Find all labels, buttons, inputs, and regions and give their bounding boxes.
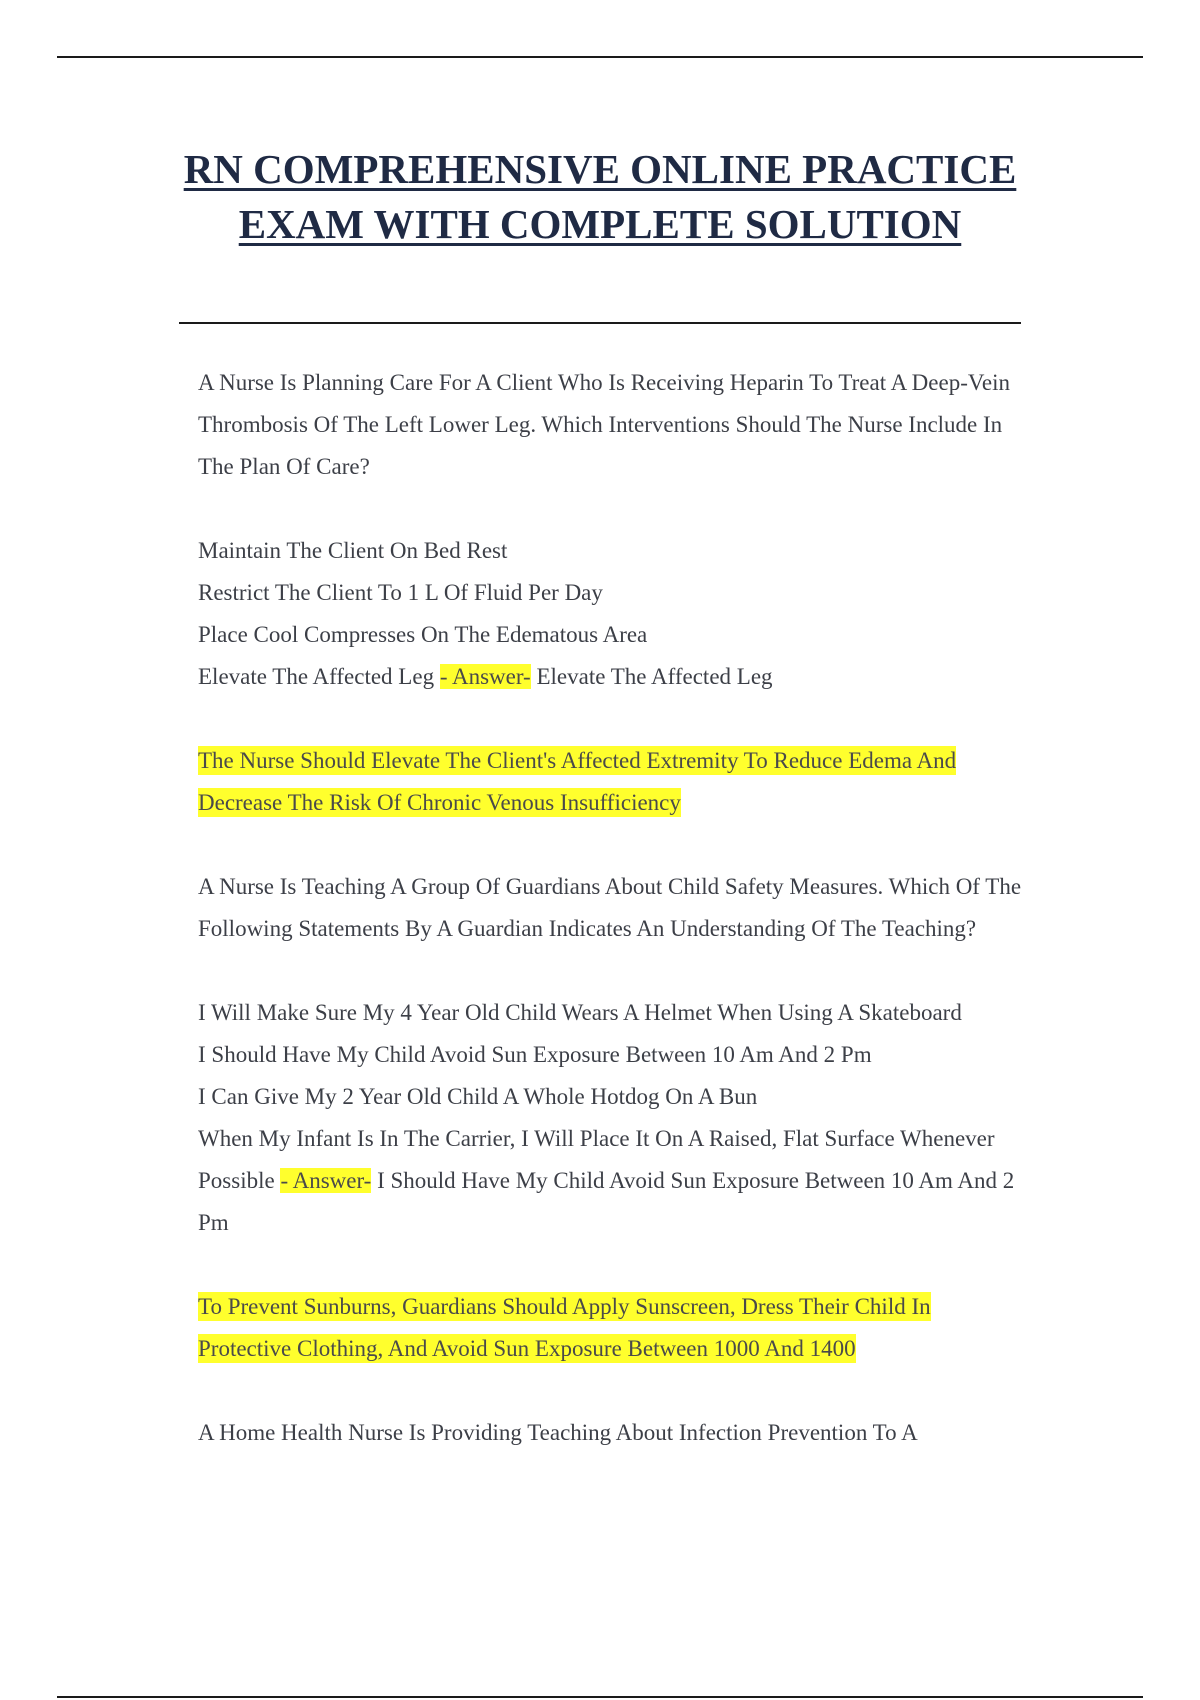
document-body: [198, 362, 1028, 1454]
rationale: [198, 740, 1028, 824]
title-rule: [179, 322, 1021, 324]
title-line-1: RN COMPREHENSIVE ONLINE PRACTICE: [183, 146, 1017, 192]
answer-option: Elevate The Affected Leg: [198, 664, 435, 689]
answer-option: When My Infant Is In The Carrier, I Will Place It On A Raised, Flat Surface Whenever Possible: [198, 1126, 995, 1193]
answer-option: I Can Give My 2 Year Old Child A Whole Hotdog On A Bun: [198, 1084, 758, 1109]
rationale: [198, 1286, 1028, 1370]
top-rule: [57, 56, 1143, 58]
document-title: [100, 142, 1100, 252]
title-line-2: EXAM WITH COMPLETE SOLUTION: [238, 201, 962, 247]
answer-marker: - Answer-: [280, 1168, 372, 1193]
rationale-text: To Prevent Sunburns, Guardians Should Apply Sunscreen, Dress Their Child In Protective Clothing, And Avoid Sun Exposure Between 1000 And 1400: [198, 1294, 931, 1361]
correct-answer: Elevate The Affected Leg: [536, 664, 773, 689]
question-stem: A Nurse Is Teaching A Group Of Guardians About Child Safety Measures. Which Of The Following Statements By A Guardian Indicates An Understanding Of The Teaching?: [198, 874, 1022, 941]
answer-option: Place Cool Compresses On The Edematous Area: [198, 622, 648, 647]
rationale-text: The Nurse Should Elevate The Client's Affected Extremity To Reduce Edema And Decrease The Risk Of Chronic Venous Insufficiency: [198, 748, 957, 815]
answer-option: I Will Make Sure My 4 Year Old Child Wears A Helmet When Using A Skateboard: [198, 1000, 962, 1025]
question-stem: A Nurse Is Planning Care For A Client Who Is Receiving Heparin To Treat A Deep-Vein Thrombosis Of The Left Lower Leg. Which Interventions Should The Nurse Include In The Plan Of Care?: [198, 370, 1011, 479]
answer-option-with-answer: [198, 656, 1028, 698]
answer-option: Maintain The Client On Bed Rest: [198, 538, 508, 563]
bottom-rule: [57, 1696, 1143, 1698]
answer-option: Restrict The Client To 1 L Of Fluid Per Day: [198, 580, 603, 605]
answer-marker: - Answer-: [439, 664, 531, 689]
answer-option-with-answer: [198, 1118, 1028, 1244]
correct-answer: I Should Have My Child Avoid Sun Exposure Between 10 Am And 2 Pm: [198, 1168, 1015, 1235]
answer-option: I Should Have My Child Avoid Sun Exposure Between 10 Am And 2 Pm: [198, 1042, 872, 1067]
question-stem: A Home Health Nurse Is Providing Teaching About Infection Prevention To A: [198, 1420, 918, 1445]
